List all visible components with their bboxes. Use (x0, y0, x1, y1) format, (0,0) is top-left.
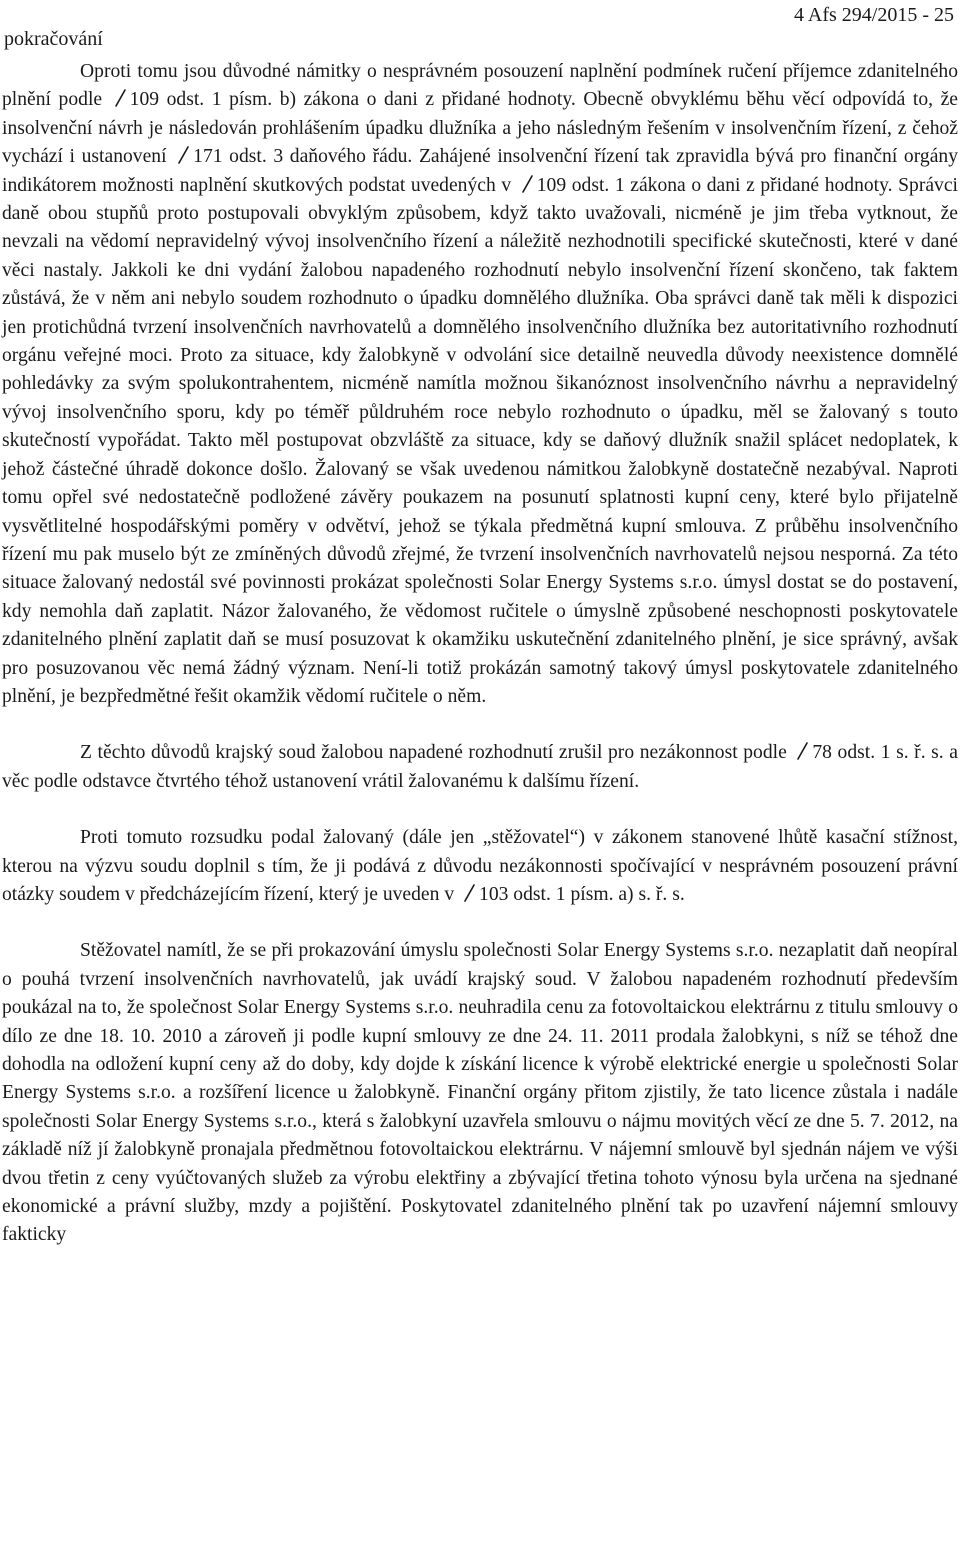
section-sign-icon (113, 88, 128, 108)
section-sign-icon (176, 145, 191, 165)
paragraph-text: Oproti tomu jsou důvodné námitky o nesprávném posouzení naplnění podmínek ručení příjemce zdanitelného plnění podle (2, 61, 958, 111)
document-body (2, 58, 958, 1250)
continuation-label: pokračování (4, 28, 103, 50)
paragraph-text: 171 odst. 3 daňového řádu. Zahájené insolvenční řízení tak zpravidla bývá pro finanční orgány indikátorem možnosti naplnění skutkových podstat uvedených v (2, 146, 958, 196)
paragraph-2 (2, 739, 958, 796)
paragraph-text: Stěžovatel namítl, že se při prokazování úmyslu společnosti Solar Energy Systems s.r.o. nezaplatit daň neopíral o pouhá tvrzení insolvenčních navrhovatelů, jak uvádí krajský soud. V žalobou napadeném rozhodnutí především poukázal na to, že společnost Solar Energy Systems s.r.o. neuhradila cenu za fotovoltaickou elektrárnu z titulu smlouvy o dílo ze dne 18. 10. 2010 a zároveň ji podle kupní smlouvy ze dne 24. 11. 2011 prodala žalobkyni, s níž se téhož dne dohodla na odložení kupní ceny až do doby, kdy dojde k získání licence k výrobě elektrické energie u společnosti Solar Energy Systems s.r.o. a rozšíření licence u žalobkyně. Finanční orgány přitom zjistily, že tato licence zůstala i nadále společnosti Solar Energy Systems s.r.o., která s žalobkyní uzavřela smlouvu o nájmu movitých věcí ze dne 5. 7. 2012, na základě níž jí žalobkyně pronajala předmětnou fotovoltaickou elektrárnu. V nájemní smlouvě byl sjednán nájem ve výši dvou třetin z ceny vyúčtovaných služeb za výrobu elektřiny a zbývající třetina tohoto výnosu byla určena na sjednané ekonomické a právní služby, mzdy a pojištění. Poskytovatel zdanitelného plnění tak po uzavření nájemní smlouvy fakticky (2, 940, 958, 1246)
section-sign-icon (795, 741, 810, 761)
page-header (2, 0, 958, 58)
paragraph-text: 109 odst. 1 zákona o dani z přidané hodnoty. Správci daně obou stupňů proto postupovali obvyklým způsobem, když takto uvažovali, nicméně je jim třeba vytknout, že nevzali na vědomí nepravidelný vývoj insolvenčního řízení a náležitě nezhodnotili specifické skutečnosti, které v dané věci nastaly. Jakkoli ke dni vydání žalobou napadeného rozhodnutí nebylo insolvenční řízení skončeno, tak faktem zůstává, že v něm ani nebylo soudem rozhodnuto o úpadku domnělého dlužníka. Oba správci daně tak měli k dispozici jen protichůdná tvrzení insolvenčních navrhovatelů a domnělého insolvenčního dlužníka bez autoritativního rozhodnutí orgánu veřejné moci. Proto za situace, kdy žalobkyně v odvolání sice detailně neuvedla důvody neexistence domnělé pohledávky za svým spolukontrahentem, nicméně namítla možnou šikanóznost insolvenčního návrhu a nepravidelný vývoj insolvenčního sporu, kdy po téměř půldruhém roce nebylo rozhodnuto o úpadku, měl se žalovaný s touto skutečností vypořádat. Takto měl postupovat obzvláště za situace, kdy se daňový dlužník snažil splácet nedoplatek, k jehož částečné úhradě dokonce došlo. Žalovaný se však uvedenou námitkou žalobkyně dostatečně nezabýval. Naproti tomu opřel své nedostatečně podložené závěry poukazem na posunutí splatnosti kupní ceny, které bylo přijatelně vysvětlitelné hospodářskými poměry v odvětví, jehož se týkala předmětná kupní smlouva. Z průběhu insolvenčního řízení mu pak muselo být ze zmíněných důvodů zřejmé, že tvrzení insolvenčních navrhovatelů nejsou nesporná. Za této situace žalovaný nedostál své povinnosti prokázat společnosti Solar Energy Systems s.r.o. úmysl dostat se do postavení, kdy nemohla daň zaplatit. Názor žalovaného, že vědomost ručitele o úmyslně způsobené neschopnosti poskytovatele zdanitelného plnění zaplatit daň se musí posuzovat k okamžiku uskutečnění zdanitelného plnění, je sice správný, avšak pro posuzovanou věc nemá žádný význam. Není-li totiž prokázán samotný takový úmysl poskytovatele zdanitelného plnění, je bezpředmětné řešit okamžik vědomí ručitele o něm. (2, 174, 958, 707)
paragraph-1 (2, 58, 958, 711)
paragraph-text: 78 odst. 1 s. ř. s. a věc podle odstavce čtvrtého téhož ustanovení vrátil žalovanému k dalšímu řízení. (2, 742, 958, 792)
section-sign-icon (520, 174, 535, 194)
paragraph-text: 103 odst. 1 písm. a) s. ř. s. (479, 883, 685, 905)
section-sign-icon (462, 883, 477, 903)
paragraph-text: 109 odst. 1 písm. b) zákona o dani z přidané hodnoty. Obecně obvyklému běhu věcí odpovídá to, že insolvenční návrh je následován prohlášením úpadku dlužníka a jeho následným řešením v insolvenčním řízení, z čehož vychází i ustanovení (2, 89, 958, 168)
paragraph-text: Z těchto důvodů krajský soud žalobou napadené rozhodnutí zrušil pro nezákonnost podle (80, 742, 793, 764)
paragraph-4 (2, 937, 958, 1249)
paragraph-text: Proti tomuto rozsudku podal žalovaný (dále jen „stěžovatel“) v zákonem stanovené lhůtě kasační stížnost, kterou na výzvu soudu doplnil s tím, že ji podává z důvodu nezákonnosti spočívající v nesprávném posouzení právní otázky soudem v předcházejícím řízení, který je uveden v (2, 827, 958, 905)
paragraph-3 (2, 824, 958, 909)
case-number: 4 Afs 294/2015 - 25 (794, 4, 954, 26)
